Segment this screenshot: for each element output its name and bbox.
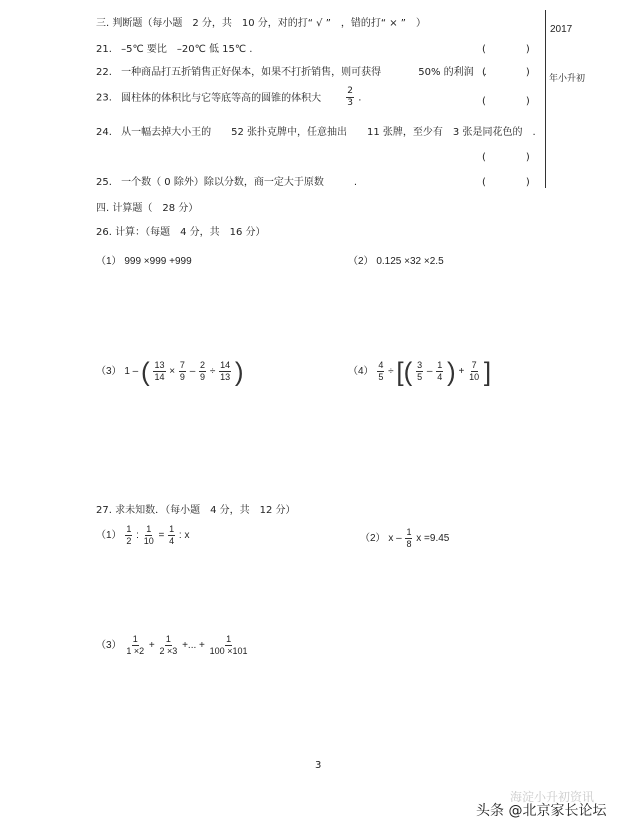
q26-p3-frac4 — [219, 360, 231, 383]
q26-title: 26. 计算：（每题 4 分，共 16 分） — [96, 227, 266, 238]
section3-title: 三. 判断题（每小题 2 分，共 10 分，对的打“ √ ” ，错的打“ × ” ） — [96, 18, 426, 29]
q23-text: 圆柱体的体积比与它等底等高的圆锥的体积大 — [121, 92, 322, 104]
close-bracket-glyph: ] — [483, 356, 492, 387]
q27-p3-frac1 — [125, 634, 145, 657]
q26-p3-times: × — [169, 366, 176, 378]
frac-num: 1 — [146, 524, 152, 534]
q26-p1-label: （1） — [96, 256, 122, 267]
q27-title: 27. 求未知数．（每小题 4 分，共 12 分） — [96, 505, 296, 516]
q26-p4-frac1 — [377, 360, 384, 383]
frac-den: 8 — [406, 539, 412, 549]
q27-p3-frac3 — [209, 634, 249, 657]
q27-p3-plus: + — [148, 640, 155, 652]
q24-answer-paren[interactable]: ( ) — [482, 152, 530, 163]
frac-den: 13 — [220, 372, 231, 382]
q23 — [96, 86, 361, 109]
frac-den: 4 — [169, 536, 175, 546]
q27-p3-label: （3） — [96, 640, 122, 652]
q27-p2-frac — [405, 527, 412, 550]
frac-den: 10 — [143, 536, 154, 546]
q22-answer-paren[interactable]: ( ) — [482, 67, 530, 78]
frac-num: 7 — [471, 360, 477, 370]
q25-text: 一个数（ 0 除外）除以分数，商一定大于原数 . — [121, 177, 357, 188]
frac-num: 1 — [406, 527, 412, 537]
frac-num: 1 — [165, 634, 171, 644]
margin-rule — [545, 10, 546, 188]
q22-num: 22. — [96, 67, 112, 78]
q27-part2 — [360, 527, 449, 550]
q27-p2-tail: x =9.45 — [416, 533, 450, 545]
open-paren-glyph: ( — [141, 356, 150, 387]
side-subtitle: 年小升初 — [549, 74, 586, 84]
frac-num: 13 — [154, 360, 165, 370]
frac-den: 9 — [200, 372, 206, 382]
frac-num: 4 — [378, 360, 384, 370]
q26-p4-minus: – — [426, 366, 433, 378]
close-paren-glyph: ) — [234, 356, 244, 387]
q25 — [96, 173, 357, 188]
q27-p1-frac2 — [143, 524, 155, 547]
q22 — [96, 63, 487, 78]
q27-p1-label: （1） — [96, 530, 122, 542]
open-paren-glyph: ( — [403, 356, 413, 387]
frac-den: 5 — [378, 372, 384, 382]
q27-p1-eq: = — [158, 530, 165, 542]
frac-den: 100 ×101 — [209, 646, 248, 656]
watermark-ghost: 海淀小升初资讯 — [510, 790, 595, 804]
q27-p1-frac1 — [125, 524, 132, 547]
q23-fraction — [346, 86, 354, 109]
q27-p3-frac2 — [159, 634, 179, 657]
q24 — [96, 123, 536, 138]
q26-p3-frac1 — [153, 360, 165, 383]
q27-part1 — [96, 524, 189, 547]
open-bracket-glyph: [ — [396, 356, 404, 387]
q26-p4-frac2 — [416, 360, 423, 383]
q25-num: 25. — [96, 177, 112, 188]
q27-p3-dots: +... + — [182, 640, 205, 652]
q27-p1-tail: : x — [178, 530, 190, 542]
q21-num: 21. — [96, 44, 112, 55]
frac-num: 1 — [126, 524, 132, 534]
watermark: 头条 @北京家长论坛 — [476, 803, 607, 819]
q26-part3 — [96, 356, 244, 387]
frac-num: 2 — [200, 360, 206, 370]
q23-num: 23. — [96, 92, 112, 104]
frac-num: 7 — [179, 360, 185, 370]
frac-den: 9 — [179, 372, 185, 382]
q27-p2-label: （2） — [360, 533, 386, 545]
q23-frac-num: 2 — [347, 86, 354, 96]
section4-title: 四. 计算题（ 28 分） — [96, 203, 199, 214]
frac-den: 2 ×3 — [159, 646, 178, 656]
q23-tail: . — [358, 92, 362, 104]
q26-p3-label: （3） — [96, 366, 122, 378]
frac-num: 1 — [226, 634, 232, 644]
q26-p3-one: 1 – — [124, 366, 139, 378]
q26-p4-label: （4） — [348, 366, 374, 378]
frac-num: 1 — [437, 360, 443, 370]
q21 — [96, 40, 253, 55]
page-number: 3 — [315, 760, 322, 771]
frac-den: 14 — [154, 372, 165, 382]
q26-p4-frac3 — [436, 360, 443, 383]
q22-tail: 50% 的利润 . — [418, 67, 487, 78]
q23-answer-paren[interactable]: ( ) — [482, 96, 530, 107]
q26-p1-expr: 999 ×999 +999 — [124, 256, 192, 267]
q23-frac-den: 3 — [347, 98, 354, 108]
q27-p1-frac3 — [168, 524, 175, 547]
q27-p1-colon: : — [136, 530, 139, 542]
frac-num: 3 — [417, 360, 423, 370]
q24-num: 24. — [96, 127, 112, 138]
q27-p2-lead: x – — [388, 533, 402, 545]
q27-part3 — [96, 634, 249, 657]
frac-den: 2 — [126, 536, 132, 546]
frac-den: 1 ×2 — [126, 646, 145, 656]
side-year: 2017 — [550, 24, 573, 35]
frac-num: 14 — [220, 360, 231, 370]
q25-answer-paren[interactable]: ( ) — [482, 177, 530, 188]
frac-den: 5 — [417, 372, 423, 382]
q26-p4-plus: + — [458, 366, 465, 378]
frac-num: 1 — [169, 524, 175, 534]
q26-p2-label: （2） — [348, 256, 374, 267]
q26-p4-frac4 — [468, 360, 480, 383]
q24-text: 从一幅去掉大小王的 52 张扑克牌中，任意抽出 11 张牌，至少有 3 张是同花色的 . — [121, 127, 536, 138]
frac-den: 10 — [469, 372, 480, 382]
q26-part4 — [348, 356, 492, 387]
q26-p4-div: ÷ — [388, 366, 394, 378]
q26-part2 — [348, 252, 444, 267]
q26-part1 — [96, 252, 192, 267]
q26-p3-div: ÷ — [209, 366, 216, 378]
frac-num: 1 — [132, 634, 138, 644]
q21-text: –5℃ 要比 –20℃ 低 15℃ . — [121, 44, 253, 55]
close-paren-glyph: ) — [447, 356, 456, 387]
q26-p2-expr: 0.125 ×32 ×2.5 — [376, 256, 444, 267]
q22-text: 一种商品打五折销售正好保本，如果不打折销售，则可获得 — [121, 67, 382, 78]
q21-answer-paren[interactable]: ( ) — [482, 44, 530, 55]
frac-den: 4 — [437, 372, 443, 382]
q26-p3-minus: – — [189, 366, 196, 378]
q26-p3-frac3 — [199, 360, 206, 383]
q26-p3-frac2 — [179, 360, 186, 383]
